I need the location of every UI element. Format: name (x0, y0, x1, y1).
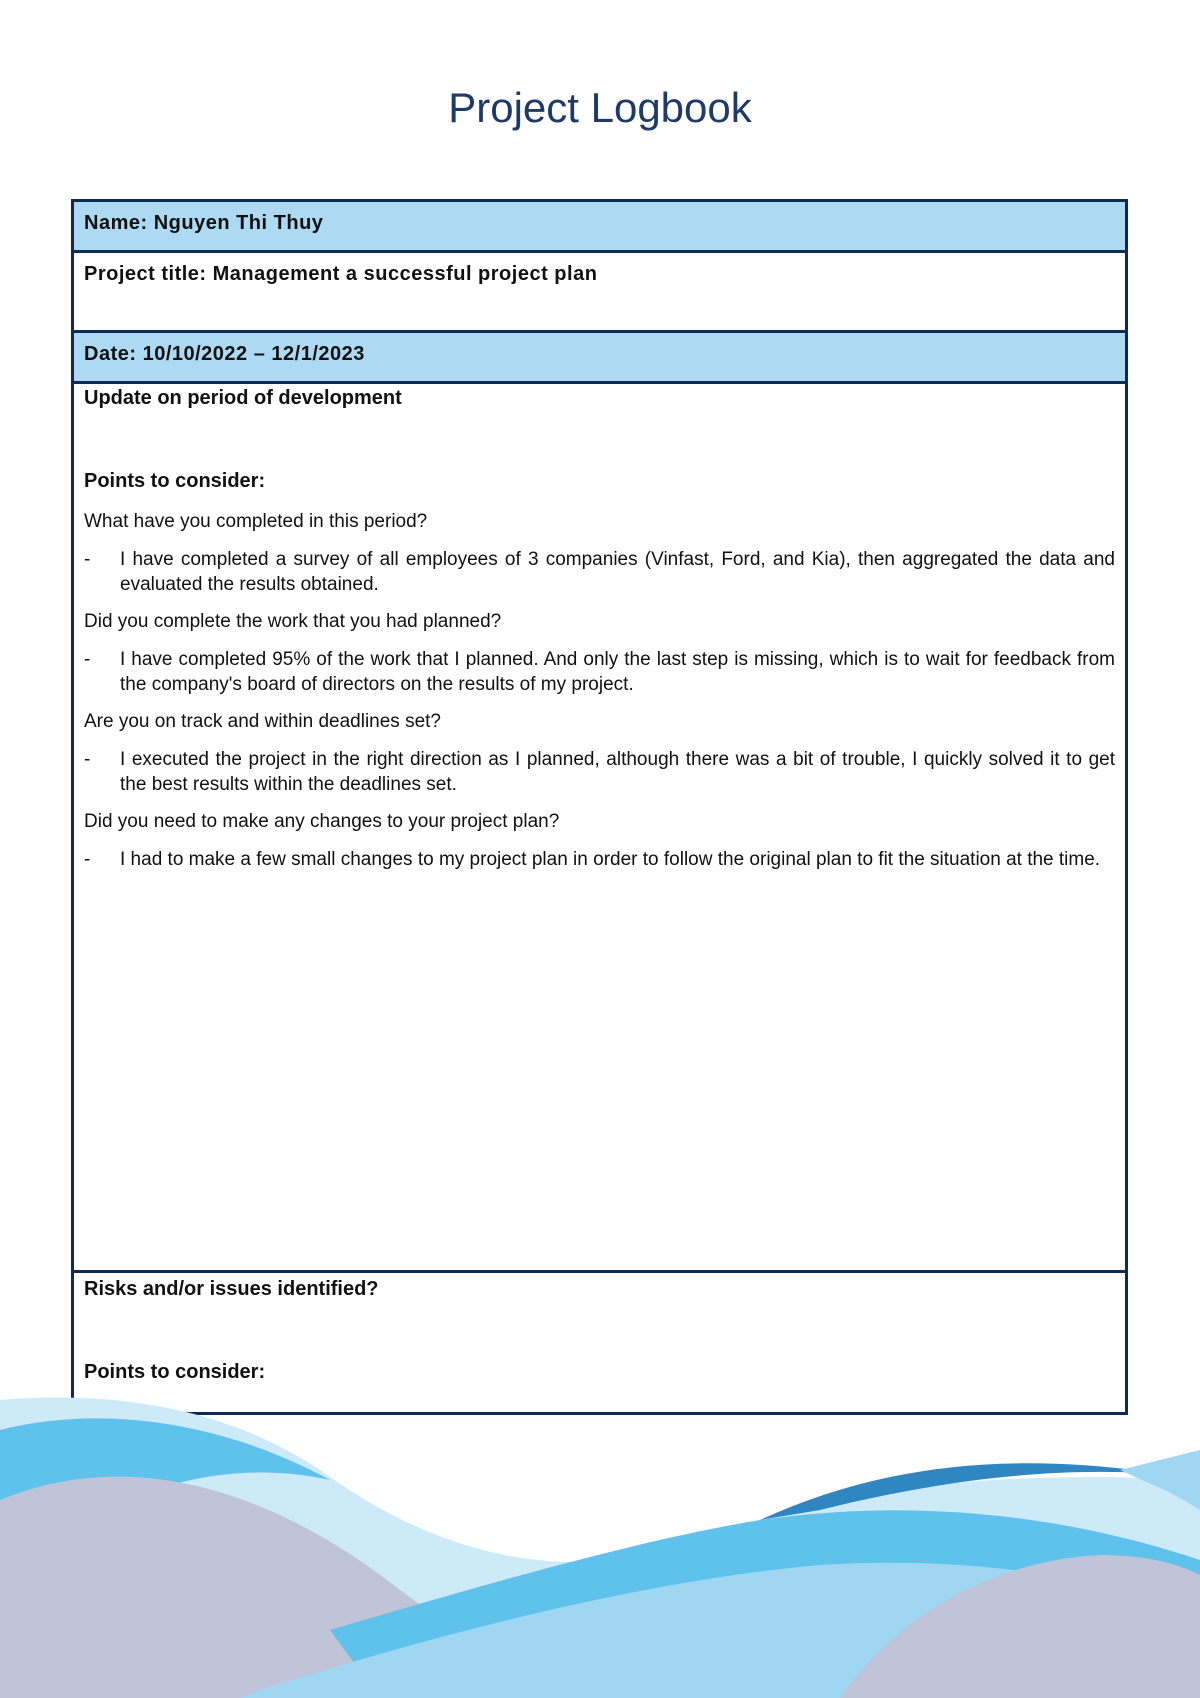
update-section (74, 384, 1125, 1273)
answer-text: I had to make a few small changes to my project plan in order to follow the original plan to fit the situation at the time. (120, 849, 1101, 870)
name-row (74, 202, 1125, 253)
answer-text: I executed the project in the right direction as I planned, although there was a bit of trouble, I quickly solved it to get the best results within the deadlines set. (120, 749, 1115, 795)
wave-decoration (0, 1390, 1200, 1698)
risks-points-heading: Points to consider: (84, 1361, 266, 1383)
bullet-marker: - (84, 549, 91, 570)
name-label: Name: Nguyen Thi Thuy (84, 212, 324, 234)
question-3: Are you on track and within deadlines set? (84, 711, 441, 732)
bullet-marker: - (84, 849, 91, 870)
answer-3 (84, 747, 1115, 797)
answer-text: I have completed 95% of the work that I planned. And only the last step is missing, which is to wait for feedback from the company's board of directors on the results of my project. (120, 649, 1115, 695)
question-4: Did you need to make any changes to your project plan? (84, 811, 560, 832)
answer-4 (84, 847, 1115, 872)
project-title-row (74, 253, 1125, 333)
page-title: Project Logbook (448, 84, 752, 131)
risks-heading: Risks and/or issues identified? (84, 1278, 379, 1300)
answer-text: I have completed a survey of all employees of 3 companies (Vinfast, Ford, and Kia), then aggregated the data and evaluated the results obtained. (120, 549, 1115, 595)
question-2: Did you complete the work that you had planned? (84, 611, 502, 632)
bullet-marker: - (84, 649, 91, 670)
date-row (74, 333, 1125, 384)
answer-1 (84, 547, 1115, 597)
question-1: What have you completed in this period? (84, 511, 428, 532)
points-heading: Points to consider: (84, 470, 266, 492)
update-heading: Update on period of development (84, 387, 402, 409)
project-title-label: Project title: Management a successful project plan (84, 263, 598, 285)
date-label: Date: 10/10/2022 – 12/1/2023 (84, 343, 365, 365)
bullet-marker: - (84, 749, 91, 770)
logbook-table (71, 199, 1128, 1415)
answer-2 (84, 647, 1115, 697)
